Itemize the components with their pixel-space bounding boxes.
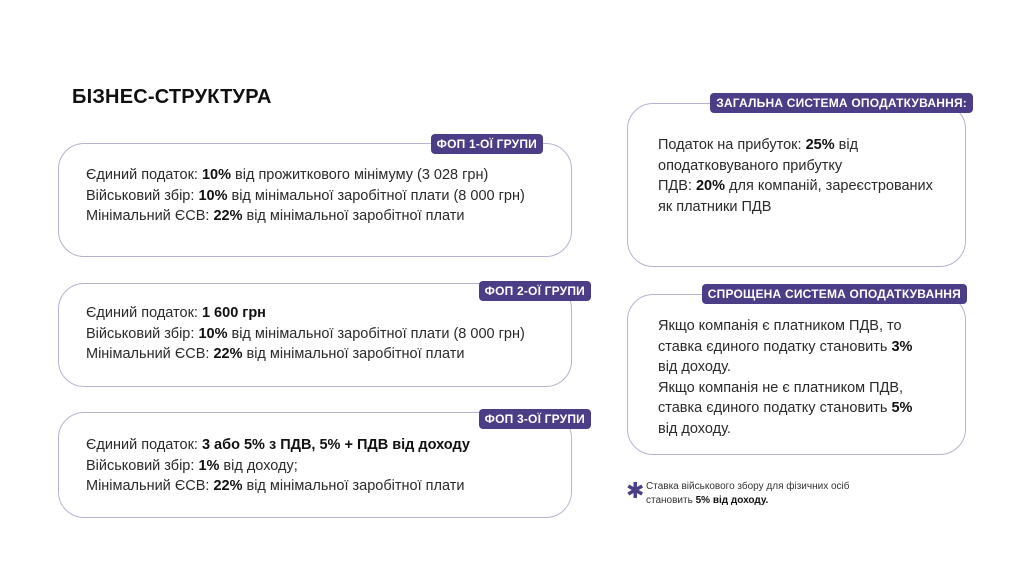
fop2-line [86, 344, 525, 365]
fop3-line-bold: 3 або 5% з ПДВ, 5% + ПДВ від доходу [201, 437, 470, 453]
footnote-text [646, 480, 850, 508]
simplified-line-pre: від доходу. [658, 359, 731, 375]
simplified-line-bold: 5% [891, 400, 913, 416]
simplified-tax-badge: СПРОЩЕНА СИСТЕМА ОПОДАТКУВАННЯ [702, 284, 967, 304]
fop3-line-post: від доходу; [219, 457, 298, 474]
fop1-text [86, 165, 525, 227]
simplified-line [658, 357, 912, 378]
general-line-bold: 25% [805, 137, 835, 153]
fop2-line-bold: 10% [198, 325, 228, 342]
fop2-line [86, 324, 525, 345]
fop3-line-pre: Мінімальний ЄСВ: [86, 478, 214, 494]
fop1-line [86, 186, 525, 207]
general-tax-text [658, 135, 933, 217]
fop2-card [58, 283, 585, 387]
simplified-tax-card [627, 287, 966, 455]
fop3-line-post: від мінімальної заробітної плати [242, 478, 465, 494]
fop3-line [86, 435, 470, 456]
general-line [658, 197, 933, 218]
fop3-line-bold: 1% [198, 457, 220, 474]
fop2-line-bold: 22% [213, 346, 243, 362]
fop2-line-post: від мінімальної заробітної плати [242, 346, 465, 362]
simplified-line [658, 316, 912, 337]
fop1-line [86, 206, 525, 227]
fop2-badge: ФОП 2-ОЇ ГРУПИ [479, 281, 591, 301]
general-line-pre: як платники ПДВ [658, 198, 772, 215]
page-title: БІЗНЕС-СТРУКТУРА [72, 86, 272, 108]
fop3-line-bold: 22% [213, 478, 243, 494]
simplified-line [658, 398, 912, 419]
simplified-line-pre: Якщо компанія є платником ПДВ, то [658, 318, 902, 334]
simplified-line-pre: ставка єдиного податку становить [658, 400, 892, 416]
fop2-line-pre: Військовий збір: [86, 325, 199, 342]
simplified-line [658, 378, 912, 399]
footnote-line-1: Ставка військового збору для фізичних осіб [646, 481, 850, 492]
fop3-line [86, 456, 470, 477]
simplified-line [658, 419, 912, 440]
fop1-line-pre: Єдиний податок: [86, 167, 202, 183]
fop1-line-post: від прожиткового мінімуму (3 028 грн) [231, 167, 489, 183]
fop2-line [86, 303, 525, 324]
simplified-line [658, 337, 912, 358]
fop1-badge: ФОП 1-ОЇ ГРУПИ [431, 134, 543, 154]
general-line-pre: оподатковуваного прибутку [658, 157, 843, 174]
fop1-line-post: від мінімальної заробітної плати [242, 208, 465, 224]
fop2-line-post: від мінімальної заробітної плати (8 000 грн) [227, 325, 525, 342]
fop1-line-pre: Військовий збір: [86, 187, 199, 204]
fop3-text [86, 435, 470, 497]
asterisk-icon: ✱ [626, 478, 645, 503]
general-line [658, 176, 933, 197]
general-tax-card [627, 96, 967, 267]
fop1-line-bold: 10% [201, 167, 231, 183]
fop3-card [58, 412, 585, 518]
general-line-bold: 20% [695, 178, 726, 194]
general-line [658, 156, 933, 177]
fop3-line-pre: Єдиний податок: [86, 437, 202, 453]
general-tax-badge: ЗАГАЛЬНА СИСТЕМА ОПОДАТКУВАННЯ: [710, 93, 973, 113]
footnote-line-2: становить 5% від доходу. [646, 495, 769, 506]
general-line-pre: Податок на прибуток: [658, 137, 806, 153]
simplified-line-pre: Якщо компанія не є платником ПДВ, [658, 379, 904, 396]
general-line-post: для компаній, зареєстрованих [725, 178, 933, 194]
fop1-line-pre: Мінімальний ЄСВ: [86, 208, 214, 224]
footnote [626, 480, 850, 508]
fop1-card [58, 137, 572, 257]
simplified-line-pre: від доходу. [658, 420, 731, 437]
fop3-badge: ФОП 3-ОЇ ГРУПИ [479, 409, 591, 429]
fop1-line-post: від мінімальної заробітної плати (8 000 грн) [227, 187, 525, 204]
fop2-line-pre: Єдиний податок: [86, 305, 202, 321]
simplified-tax-text [658, 316, 912, 439]
fop2-text [86, 303, 525, 365]
general-line-post: від [834, 137, 859, 153]
fop2-line-pre: Мінімальний ЄСВ: [86, 346, 214, 362]
fop1-line [86, 165, 525, 186]
fop1-line-bold: 22% [213, 208, 243, 224]
general-line-pre: ПДВ: [658, 178, 696, 194]
simplified-line-pre: ставка єдиного податку становить [658, 338, 892, 355]
fop2-line-bold: 1 600 грн [201, 305, 266, 321]
fop1-line-bold: 10% [198, 187, 228, 204]
general-line [658, 135, 933, 156]
fop3-line [86, 476, 470, 497]
simplified-line-bold: 3% [891, 338, 913, 355]
fop3-line-pre: Військовий збір: [86, 457, 199, 474]
